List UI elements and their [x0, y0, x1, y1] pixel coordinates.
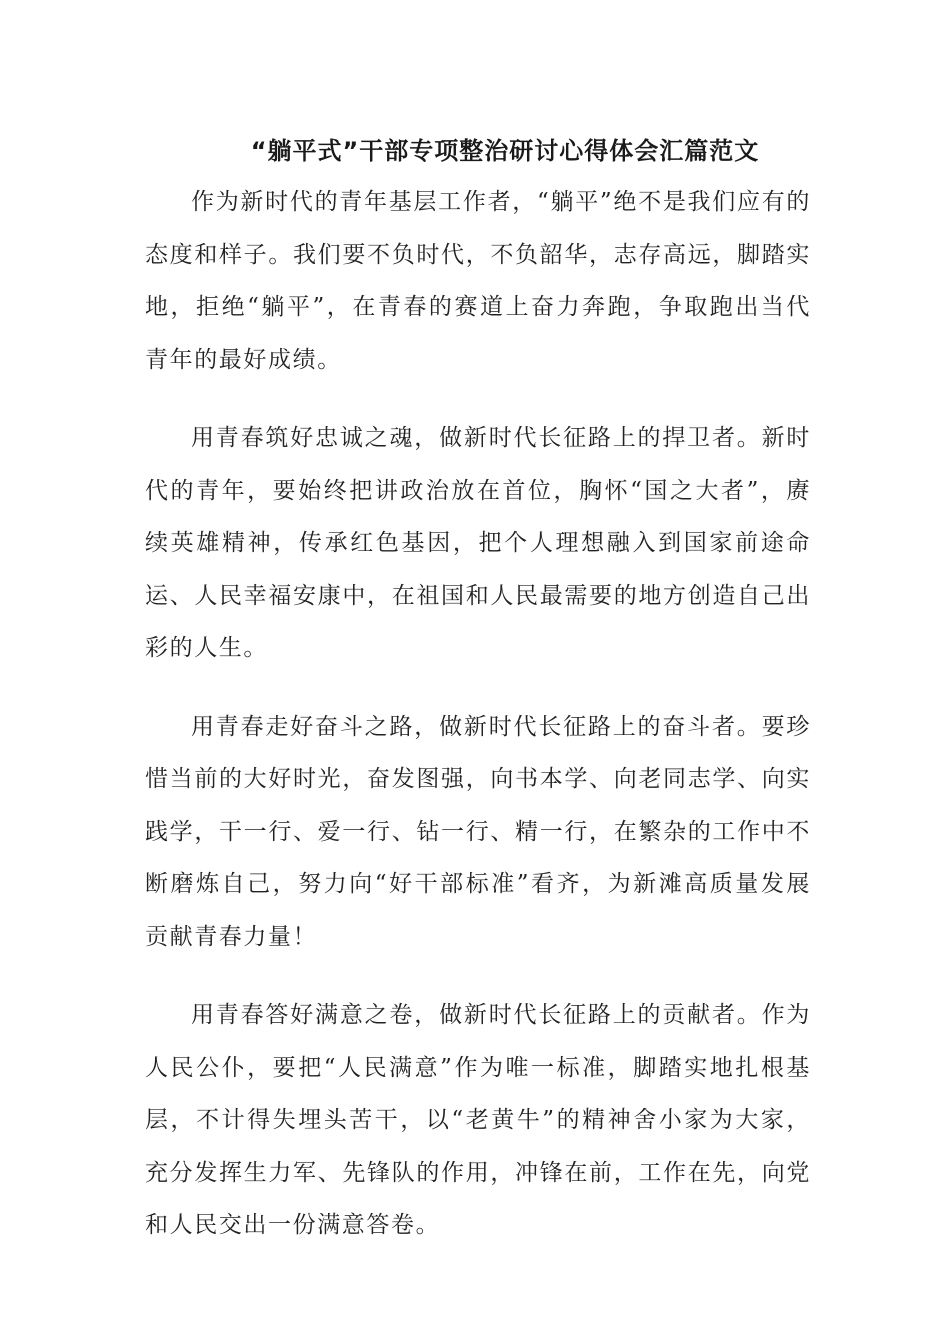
paragraph-satisfaction: 用青春答好满意之卷，做新时代长征路上的贡献者。作为人民公仆，要把“人民满意”作为唯一标准，脚踏实地扎根基层，不计得失埋头苦干，以“老黄牛”的精神舍小家为大家，充分发挥生力军、先锋队的作用，冲锋在前，工作在先，向党和人民交出一份满意答卷。 [145, 1002, 811, 1238]
document-title: “躺平式”干部专项整治研讨心得体会汇篇范文 [250, 137, 760, 165]
paragraph-struggle: 用青春走好奋斗之路，做新时代长征路上的奋斗者。要珍惜当前的大好时光，奋发图强，向书本学、向老同志学、向实践学，干一行、爱一行、钻一行、精一行，在繁杂的工作中不断磨炼自己，努力向“好干部标准”看齐，为新滩高质量发展贡献青春力量！ [145, 713, 811, 950]
paragraph-intro: 作为新时代的青年基层工作者，“躺平”绝不是我们应有的态度和样子。我们要不负时代，不负韶华，志存高远，脚踏实地，拒绝“躺平”，在青春的赛道上奋力奔跑，争取跑出当代青年的最好成绩。 [145, 189, 811, 373]
document-body [145, 176, 811, 1278]
paragraph-loyalty: 用青春筑好忠诚之魂，做新时代长征路上的捍卫者。新时代的青年，要始终把讲政治放在首位，胸怀“国之大者”，赓续英雄精神，传承红色基因，把个人理想融入到国家前途命运、人民幸福安康中，在祖国和人民最需要的地方创造自己出彩的人生。 [145, 425, 811, 661]
